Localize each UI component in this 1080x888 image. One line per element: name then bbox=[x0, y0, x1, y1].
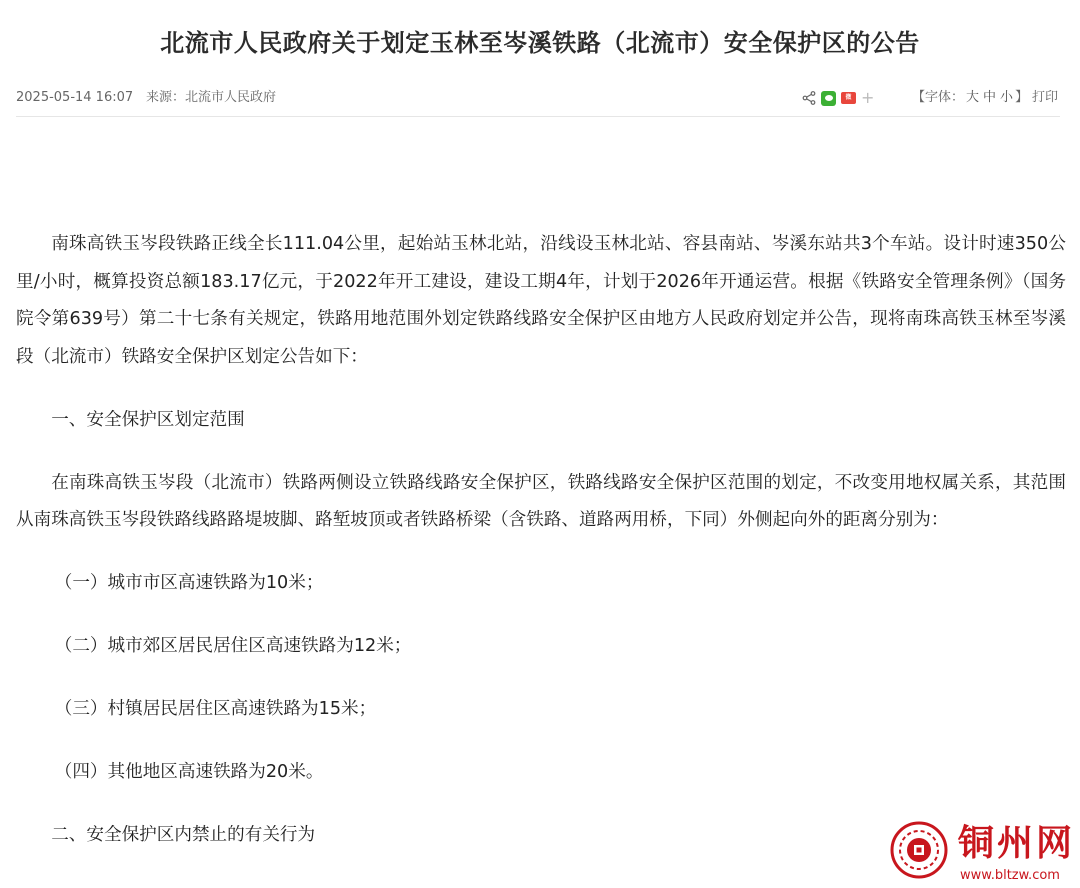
font-size-close: 】 bbox=[1015, 90, 1029, 105]
article-title: 北流市人民政府关于划定玉林至岑溪铁路（北流市）安全保护区的公告 bbox=[160, 29, 920, 57]
list-item: （二）城市郊区居民居住区高速铁路为12米； bbox=[54, 636, 412, 656]
wechat-icon[interactable] bbox=[821, 91, 836, 106]
heading-section-1: 一、安全保护区划定范围 bbox=[51, 409, 245, 430]
heading-section-2: 二、安全保护区内禁止的有关行为 bbox=[51, 825, 316, 845]
article-source: 来源：北流市人民政府 bbox=[146, 90, 277, 105]
font-size-control bbox=[912, 86, 1028, 110]
font-size-label: 【字体： bbox=[912, 90, 965, 105]
weibo-icon[interactable]: 微 bbox=[841, 92, 856, 104]
watermark-name: 铜州网 bbox=[958, 823, 1076, 864]
watermark-url: www.bltzw.com bbox=[960, 868, 1060, 883]
watermark-logo-icon bbox=[890, 821, 948, 879]
plus-icon[interactable]: + bbox=[861, 88, 875, 107]
share-icon[interactable] bbox=[802, 91, 816, 105]
font-size-large[interactable]: 大 bbox=[966, 90, 980, 105]
article-meta bbox=[16, 86, 1060, 110]
site-watermark bbox=[886, 818, 1080, 888]
font-size-medium[interactable]: 中 bbox=[983, 90, 997, 105]
paragraph-intro: 南珠高铁玉岑段铁路正线全长111.04公里，起始站玉林北站，沿线设玉林北站、容县南站、岑溪东站共3个车站。设计时速350公里/小时，概算投资总额183.17亿元，于2022年开工建设，建设工期4年，计划于2026年开通运营。根据《铁路安全管理条例》（国务院令第639号）第二十七条有关规定，铁路用地范围外划定铁路线路安全保护区由地方人民政府划定并公告，现将南珠高铁玉林至岑溪段（北流市）铁路安全保护区划定公告如下： bbox=[16, 234, 1066, 367]
article-body bbox=[16, 226, 1066, 855]
list-item: （四）其他地区高速铁路为20米。 bbox=[54, 762, 324, 782]
font-size-small[interactable]: 小 bbox=[1000, 90, 1014, 105]
share-toolbar bbox=[802, 89, 874, 107]
print-button[interactable]: 打印 bbox=[1032, 90, 1059, 105]
list-item: （三）村镇居民居住区高速铁路为15米； bbox=[54, 699, 377, 719]
publish-date: 2025-05-14 16:07 bbox=[16, 90, 134, 105]
paragraph-range: 在南珠高铁玉岑段（北流市）铁路两侧设立铁路线路安全保护区，铁路线路安全保护区范围的划定，不改变用地权属关系，其范围从南珠高铁玉岑段铁路线路路堤坡脚、路堑坡顶或者铁路桥梁（含铁路、道路两用桥，下同）外侧起向外的距离分别为： bbox=[16, 472, 1066, 530]
list-item: （一）城市市区高速铁路为10米； bbox=[54, 573, 324, 593]
header-divider bbox=[16, 116, 1060, 117]
